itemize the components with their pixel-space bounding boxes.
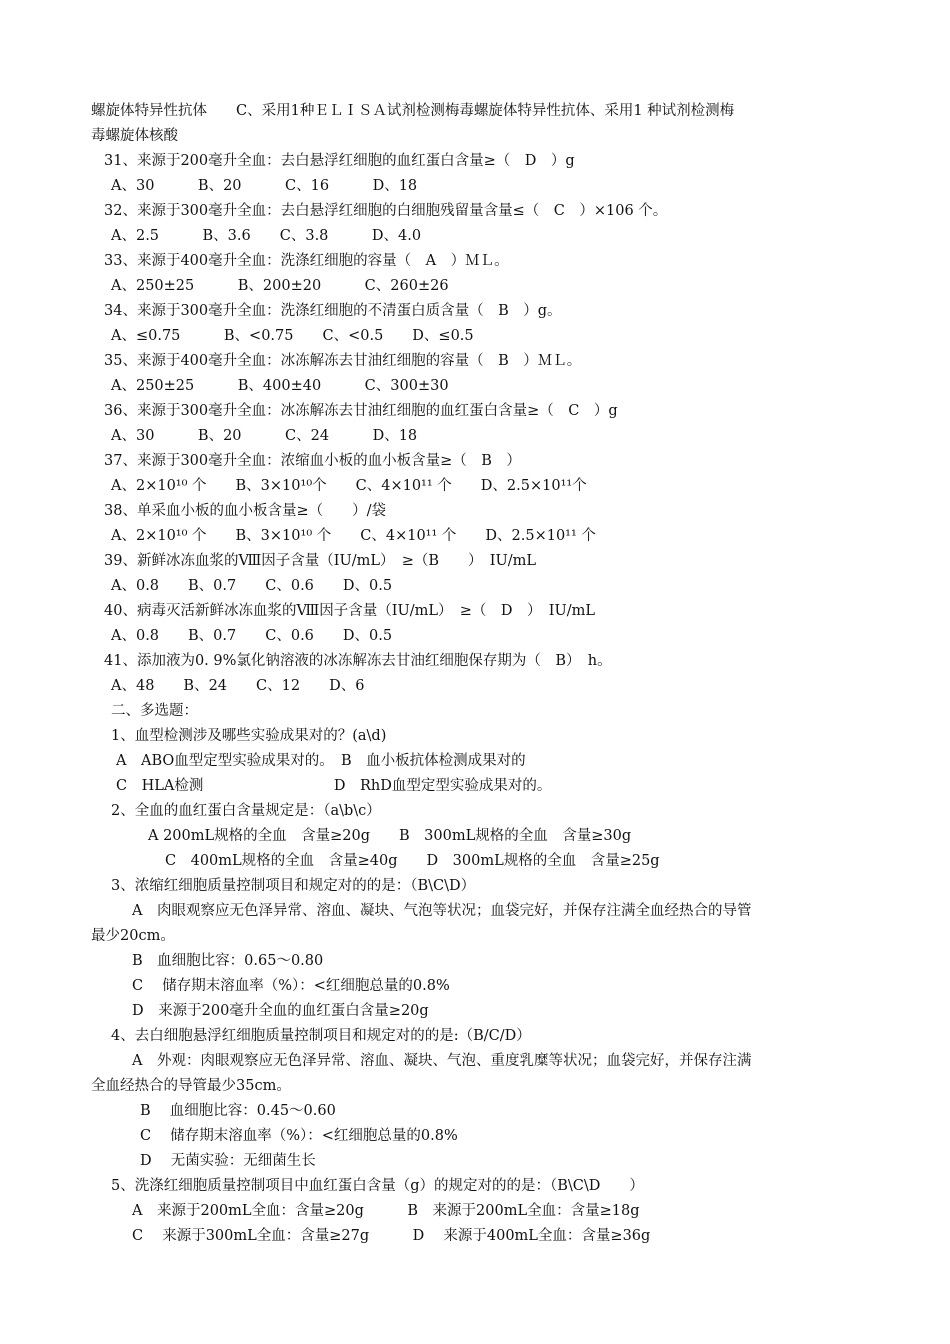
- mc-options-2b: C 400mL规格的全血 含量≥40g D 300mL规格的全血 含量≥25g: [165, 853, 660, 869]
- question-41: 41、添加液为0. 9%氯化钠溶液的冰冻解冻去甘油红细胞保存期为（ B） h。: [104, 653, 612, 669]
- mc-option-4a-cont: 全血经热合的导管最少35cm。: [91, 1078, 291, 1094]
- mc-options-1a: A ABO血型定型实验成果对的。 B 血小板抗体检测成果对的: [116, 753, 526, 769]
- question-33: 33、来源于400毫升全血：洗涤红细胞的容量（ A ）ＭＬ。: [104, 253, 509, 269]
- text-line: 毒螺旋体核酸: [91, 128, 178, 144]
- options-33: A、250±25 B、200±20 C、260±26: [111, 278, 449, 294]
- question-34: 34、来源于300毫升全血：洗涤红细胞的不清蛋白质含量（ B ）g。: [104, 303, 562, 319]
- mc-question-4: 4、去白细胞悬浮红细胞质量控制项目和规定对的的是:（B/C/D）: [111, 1028, 531, 1044]
- text-line: 螺旋体特异性抗体 C、采用1种ＥＬＩＳＡ试剂检测梅毒螺旋体特异性抗体、采用1 种试剂检测梅: [91, 103, 735, 119]
- mc-options-1b: C HLA检测 D RhD血型定型实验成果对的。: [116, 778, 552, 794]
- options-36: A、30 B、20 C、24 D、18: [111, 428, 418, 444]
- question-39: 39、新鲜冰冻血浆的Ⅷ因子含量（IU/mL） ≥（B ） IU/mL: [104, 553, 537, 569]
- question-37: 37、来源于300毫升全血：浓缩血小板的血小板含量≥（ B ）: [104, 453, 521, 469]
- mc-option-3a-cont: 最少20cm。: [91, 928, 175, 944]
- mc-option-4c: C 储存期末溶血率（%）：<红细胞总量的0.8%: [140, 1128, 458, 1144]
- options-32: A、2.5 B、3.6 C、3.8 D、4.0: [111, 228, 422, 244]
- options-39: A、0.8 B、0.7 C、0.6 D、0.5: [111, 578, 393, 594]
- question-40: 40、病毒灭活新鲜冰冻血浆的Ⅷ因子含量（IU/mL） ≥（ D ） IU/mL: [104, 603, 595, 619]
- question-38: 38、单采血小板的血小板含量≥（ ）/袋: [104, 503, 386, 519]
- options-41: A、48 B、24 C、12 D、6: [111, 678, 365, 694]
- options-34: A、≤0.75 B、<0.75 C、<0.5 D、≤0.5: [111, 328, 474, 344]
- mc-option-3c: C 储存期末溶血率（%）：<红细胞总量的0.8%: [132, 978, 450, 994]
- mc-question-5: 5、洗涤红细胞质量控制项目中血红蛋白含量（g）的规定对的的是：（B\C\D ）: [111, 1178, 644, 1194]
- options-31: A、30 B、20 C、16 D、18: [111, 178, 418, 194]
- question-36: 36、来源于300毫升全血：冰冻解冻去甘油红细胞的血红蛋白含量≥（ C ）g: [104, 403, 618, 419]
- mc-option-4b: B 血细胞比容：0.45～0.60: [140, 1103, 336, 1119]
- mc-question-3: 3、浓缩红细胞质量控制项目和规定对的的是：（B\C\D）: [111, 878, 476, 894]
- question-35: 35、来源于400毫升全血：冰冻解冻去甘油红细胞的容量（ B ）ＭＬ。: [104, 353, 582, 369]
- mc-options-5b: C 来源于300mL全血：含量≥27g D 来源于400mL全血：含量≥36g: [132, 1228, 651, 1244]
- options-37: A、2×10¹⁰ 个 B、3×10¹⁰个 C、4×10¹¹ 个 D、2.5×10¹¹个: [111, 478, 587, 494]
- mc-option-4d: D 无菌实验：无细菌生长: [140, 1153, 316, 1169]
- mc-option-3d: D 来源于200毫升全血的血红蛋白含量≥20g: [132, 1003, 429, 1019]
- mc-options-2a: A 200mL规格的全血 含量≥20g B 300mL规格的全血 含量≥30g: [148, 828, 632, 844]
- section-heading: 二、多选题：: [111, 703, 198, 719]
- mc-option-3a: A 肉眼观察应无色泽异常、溶血、凝块、气泡等状况；血袋完好，并保存注满全血经热合的导管: [132, 903, 752, 919]
- mc-question-2: 2、全血的血红蛋白含量规定是：（a\b\c）: [111, 803, 381, 819]
- options-35: A、250±25 B、400±40 C、300±30: [111, 378, 449, 394]
- mc-question-1: 1、血型检测涉及哪些实验成果对的？(a\d): [111, 728, 387, 744]
- options-40: A、0.8 B、0.7 C、0.6 D、0.5: [111, 628, 393, 644]
- mc-options-5a: A 来源于200mL全血：含量≥20g B 来源于200mL全血：含量≥18g: [132, 1203, 640, 1219]
- question-31: 31、来源于200毫升全血：去白悬浮红细胞的血红蛋白含量≥（ D ）g: [104, 153, 575, 169]
- mc-option-4a: A 外观：肉眼观察应无色泽异常、溶血、凝块、气泡、重度乳糜等状况；血袋完好，并保存注满: [132, 1053, 752, 1069]
- question-32: 32、来源于300毫升全血：去白悬浮红细胞的白细胞残留量含量≤（ C ）×106 个。: [104, 203, 668, 219]
- options-38: A、2×10¹⁰ 个 B、3×10¹⁰ 个 C、4×10¹¹ 个 D、2.5×10¹¹ 个: [111, 528, 596, 544]
- mc-option-3b: B 血细胞比容：0.65～0.80: [132, 953, 324, 969]
